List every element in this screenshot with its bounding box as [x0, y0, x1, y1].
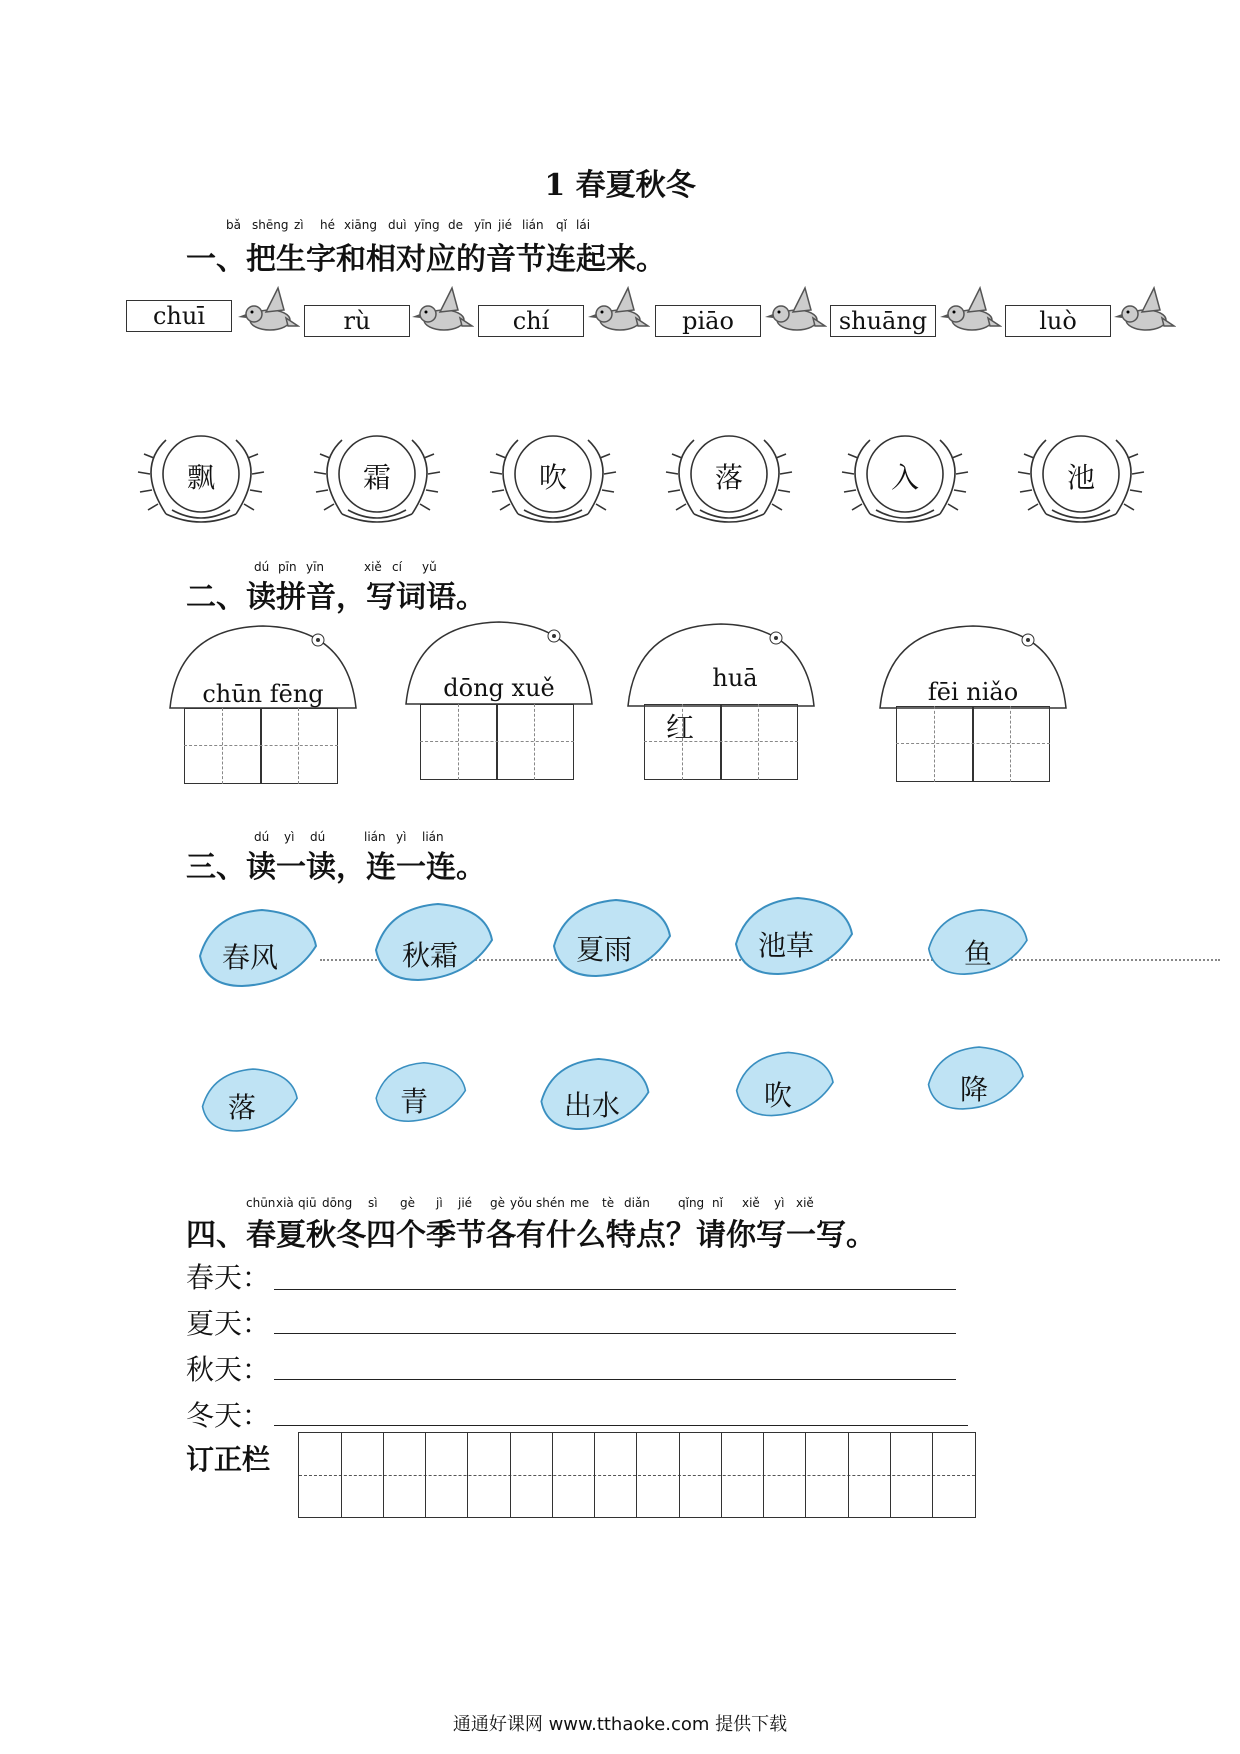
section3-heading: 三、读一读，连一连。	[186, 850, 486, 885]
correction-grid[interactable]	[298, 1432, 976, 1518]
bird-icon	[236, 282, 300, 342]
pinyin-annotation: gè	[400, 1196, 415, 1210]
pinyin-annotation: xiāng	[344, 218, 378, 232]
section4-heading: 四、春夏秋冬四个季节各有什么特点？请你写一写。	[186, 1218, 876, 1253]
pinyin-annotation: me	[570, 1196, 590, 1210]
footer-credit: 通通好课网 www.tthaoke.com 提供下载	[452, 1714, 788, 1735]
pinyin-annotation: lián	[422, 830, 444, 844]
writing-grid[interactable]	[896, 706, 1050, 782]
pinyin-annotation: jié	[458, 1196, 473, 1210]
character-circle[interactable]: 入	[890, 461, 919, 494]
pinyin-annotation: qǐng	[678, 1196, 705, 1210]
season-label: 冬天：	[186, 1399, 271, 1432]
syllable-box[interactable]: piāo	[655, 305, 761, 337]
pinyin-annotation: jié	[498, 218, 513, 232]
pinyin-annotation: shén	[536, 1196, 565, 1210]
character-circle[interactable]: 落	[714, 461, 743, 494]
pinyin-annotation: chūn	[246, 1196, 276, 1210]
section1-heading: 一、把生字和相对应的音节连起来。	[186, 242, 666, 277]
pinyin-annotation: yīn	[474, 218, 493, 232]
bird-icon	[763, 282, 827, 342]
pinyin-annotation: yīng	[414, 218, 440, 232]
correction-label: 订正栏	[186, 1443, 271, 1476]
syllable-box[interactable]: luò	[1005, 305, 1111, 337]
writing-grid[interactable]	[420, 704, 574, 780]
house-pinyin: fēi niǎo	[927, 678, 1019, 706]
pinyin-annotation: yì	[774, 1196, 785, 1210]
character-circle[interactable]: 吹	[538, 461, 567, 494]
pinyin-annotation: xiě	[364, 560, 382, 574]
pinyin-annotation: yīn	[306, 560, 325, 574]
pinyin-annotation: dú	[254, 830, 270, 844]
pinyin-annotation: sì	[368, 1196, 378, 1210]
leaf-word[interactable]: 降	[959, 1073, 988, 1106]
bird-icon	[586, 282, 650, 342]
writing-grid[interactable]	[184, 708, 338, 784]
leaf-word[interactable]: 池草	[757, 929, 814, 962]
pinyin-annotation: xiě	[742, 1196, 760, 1210]
page-title: 1 春夏秋冬	[544, 168, 696, 203]
bird-icon	[1112, 282, 1176, 342]
pinyin-annotation: de	[448, 218, 463, 232]
section1-pinyin	[226, 218, 596, 232]
house-pinyin: dōng xuě	[443, 674, 555, 702]
pinyin-annotation: pīn	[278, 560, 297, 574]
pinyin-annotation: xiě	[796, 1196, 814, 1210]
pinyin-annotation: zì	[294, 218, 304, 232]
pinyin-annotation: lái	[576, 218, 591, 232]
pinyin-annotation: jì	[436, 1196, 443, 1210]
house-pinyin: huā	[712, 664, 758, 692]
section4-pinyin	[246, 1196, 846, 1210]
syllable-box[interactable]: shuāng	[830, 305, 936, 337]
pinyin-annotation: bǎ	[226, 218, 241, 232]
pinyin-annotation: yǒu	[510, 1196, 533, 1210]
pinyin-annotation: hé	[320, 218, 335, 232]
leaf-word[interactable]: 秋霜	[401, 939, 458, 972]
pinyin-annotation: dú	[310, 830, 326, 844]
answer-line[interactable]	[274, 1378, 956, 1380]
season-label: 秋天：	[186, 1353, 271, 1386]
answer-line[interactable]	[274, 1288, 956, 1290]
bird-icon	[938, 282, 1002, 342]
leaf-word[interactable]: 吹	[763, 1079, 792, 1112]
leaf-word[interactable]: 出水	[563, 1089, 620, 1122]
character-circle[interactable]: 飘	[186, 461, 215, 494]
leaf-word[interactable]: 青	[399, 1085, 428, 1118]
pinyin-annotation: yì	[396, 830, 407, 844]
pinyin-annotation: diǎn	[624, 1196, 650, 1210]
pinyin-annotation: lián	[364, 830, 386, 844]
answer-line[interactable]	[274, 1332, 956, 1334]
pinyin-annotation: qiū	[298, 1196, 317, 1210]
bird-icon	[410, 282, 474, 342]
leaf-word[interactable]: 春风	[221, 941, 278, 974]
character-circle[interactable]: 霜	[362, 461, 391, 494]
season-label: 夏天：	[186, 1307, 271, 1340]
syllable-box[interactable]: rù	[304, 305, 410, 337]
pinyin-annotation: cí	[392, 560, 402, 574]
pinyin-annotation: yì	[284, 830, 295, 844]
given-character: 红	[666, 711, 695, 744]
pinyin-annotation: gè	[490, 1196, 505, 1210]
pinyin-annotation: qǐ	[556, 218, 567, 232]
answer-line[interactable]	[274, 1424, 968, 1426]
leaf-word[interactable]: 夏雨	[575, 933, 632, 966]
pinyin-annotation: duì	[388, 218, 407, 232]
leaf-word[interactable]: 落	[227, 1091, 256, 1124]
pinyin-annotation: dú	[254, 560, 270, 574]
syllable-box[interactable]: chí	[478, 305, 584, 337]
pinyin-annotation: xià	[276, 1196, 294, 1210]
syllable-box[interactable]: chuī	[126, 300, 232, 332]
character-circle[interactable]: 池	[1066, 461, 1095, 494]
pinyin-annotation: nǐ	[712, 1196, 723, 1210]
pinyin-annotation: shēng	[252, 218, 289, 232]
house-pinyin: chūn fēng	[202, 680, 324, 708]
season-label: 春天：	[186, 1261, 271, 1294]
pinyin-annotation: yǔ	[422, 560, 437, 574]
pinyin-annotation: lián	[522, 218, 544, 232]
pinyin-annotation: tè	[602, 1196, 615, 1210]
pinyin-annotation: dōng	[322, 1196, 353, 1210]
section2-heading: 二、读拼音，写词语。	[186, 580, 486, 615]
leaf-word[interactable]: 鱼	[963, 937, 992, 970]
